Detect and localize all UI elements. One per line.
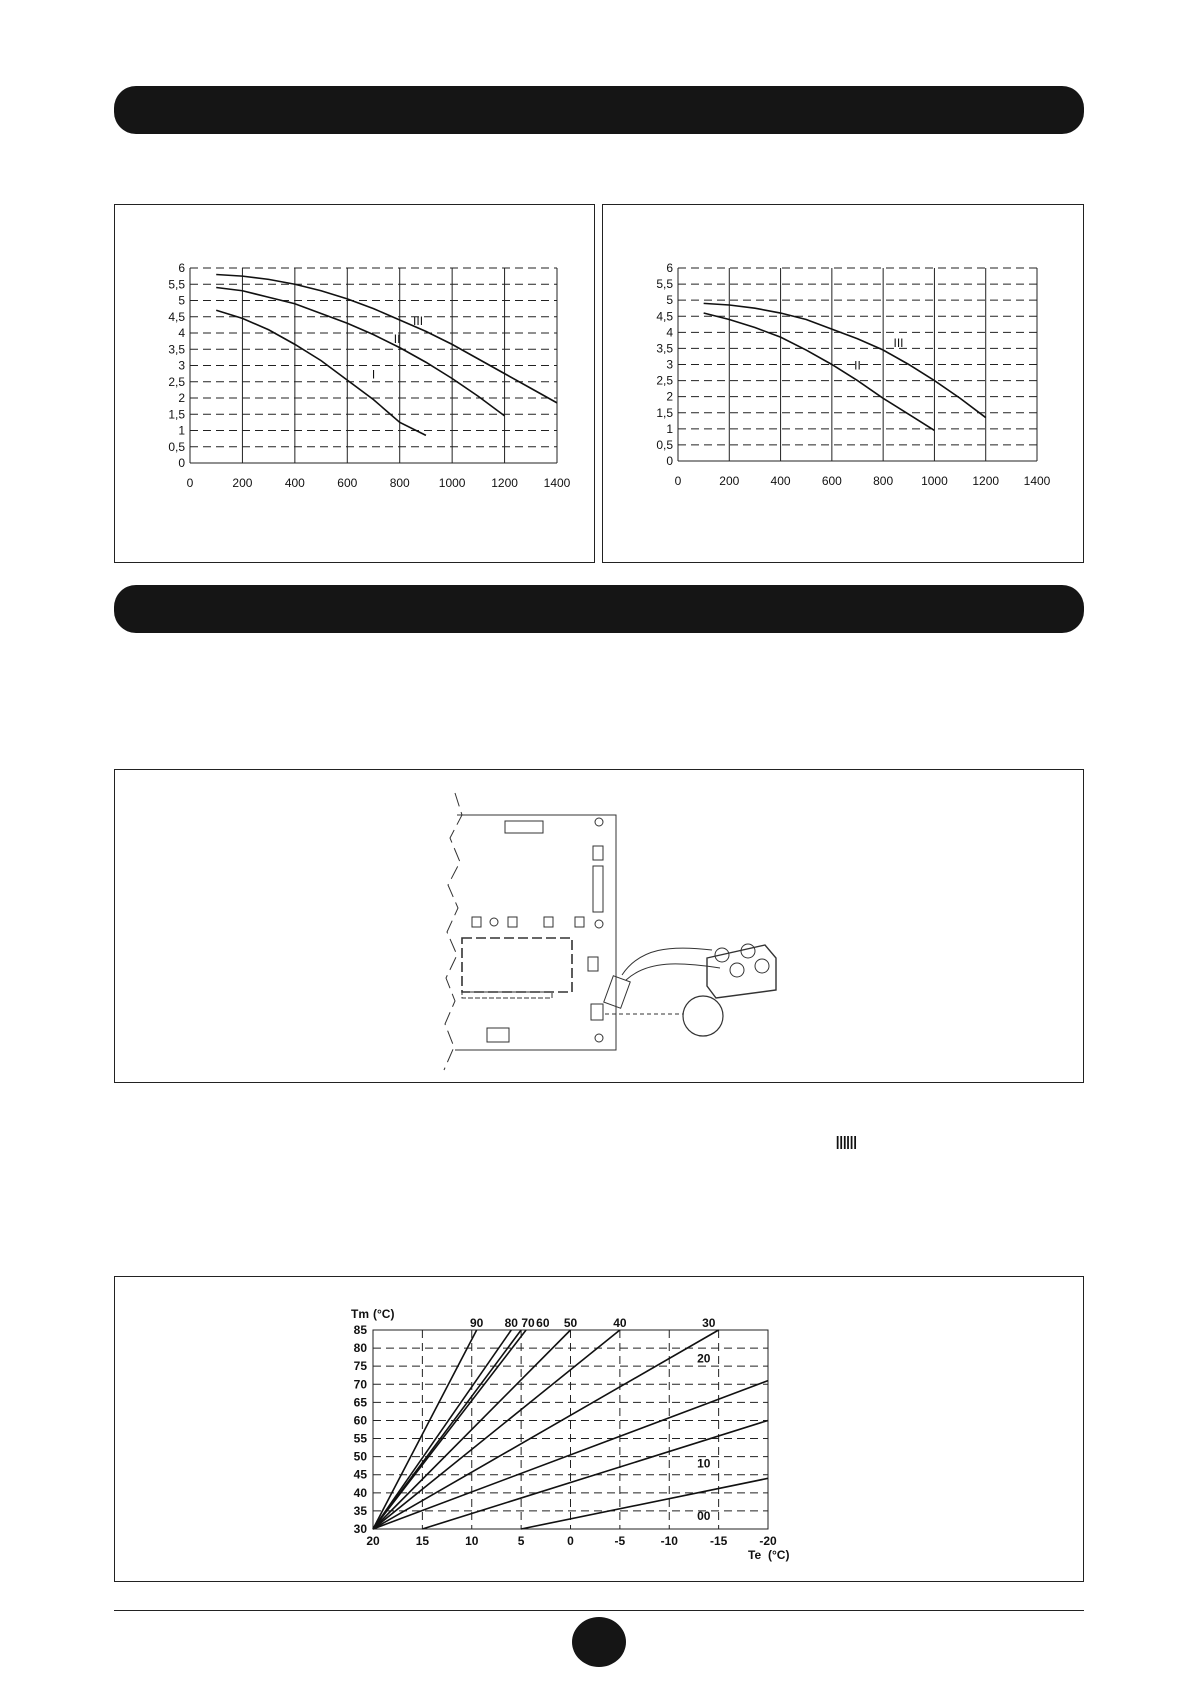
y-tick-label: 75: [353, 1359, 367, 1374]
y-tick-label: 5,5: [656, 277, 673, 292]
y-axis-title: Tm: [351, 1307, 369, 1321]
x-tick-label: 1400: [543, 476, 571, 490]
y-tick-label: 85: [353, 1323, 367, 1337]
curve-top-label: 70: [521, 1316, 535, 1330]
y-tick-label: 3: [178, 358, 185, 373]
x-tick-label: 0: [186, 476, 194, 490]
y-tick-label: 4,5: [168, 309, 185, 324]
x-tick-label: 200: [232, 476, 253, 490]
page-number-badge: [572, 1617, 626, 1667]
y-tick-label: 2,5: [168, 374, 185, 389]
y-tick-label: 3,5: [168, 342, 185, 357]
x-tick-label: -5: [614, 1534, 626, 1548]
y-tick-label: 60: [353, 1413, 367, 1428]
x-tick-label: 20: [366, 1534, 380, 1548]
y-tick-label: 4: [666, 325, 673, 340]
y-axis-unit: (°C): [373, 1307, 395, 1321]
y-tick-label: 3: [666, 357, 673, 372]
x-tick-label: 400: [770, 474, 791, 488]
x-tick-label: -15: [709, 1534, 728, 1548]
x-tick-label: 600: [821, 474, 842, 488]
x-axis-unit: (°C): [768, 1548, 790, 1562]
y-tick-label: 6: [666, 261, 673, 275]
x-tick-label: 0: [567, 1534, 574, 1548]
y-tick-label: 40: [353, 1485, 367, 1500]
y-tick-label: 1,5: [656, 405, 673, 420]
x-tick-label: 1200: [972, 474, 1000, 488]
y-tick-label: 5: [666, 293, 673, 308]
y-tick-label: 80: [353, 1341, 367, 1356]
curve-top-label: 50: [563, 1316, 578, 1330]
curve-top-label: 90: [470, 1316, 484, 1330]
y-tick-label: 3,5: [656, 341, 673, 356]
x-tick-label: 15: [415, 1534, 430, 1548]
x-tick-label: 800: [873, 474, 894, 488]
x-tick-label: 0: [674, 474, 682, 488]
curve-side-label: 00: [697, 1508, 711, 1523]
x-tick-label: 1000: [921, 474, 948, 488]
y-tick-label: 5: [178, 293, 185, 308]
y-tick-label: 1: [666, 421, 673, 436]
x-tick-label: 1400: [1023, 474, 1051, 488]
x-tick-label: 1200: [491, 476, 518, 490]
x-axis-title: Te: [748, 1548, 762, 1562]
y-tick-label: 65: [353, 1395, 367, 1410]
curve-label: III: [413, 313, 424, 328]
y-tick-label: 2: [178, 391, 185, 405]
radiator-icon: ⅢⅢ: [835, 1133, 856, 1154]
y-tick-label: 0,5: [168, 439, 185, 454]
y-tick-label: 50: [353, 1449, 367, 1464]
x-tick-label: -20: [759, 1534, 777, 1548]
x-tick-label: 1000: [438, 476, 466, 490]
curve-top-label: 60: [536, 1316, 550, 1330]
x-tick-label: 800: [389, 476, 410, 490]
y-tick-label: 55: [353, 1431, 367, 1446]
curve-top-label: 30: [702, 1316, 716, 1330]
y-tick-label: 0: [178, 456, 185, 470]
y-tick-label: 2,5: [656, 373, 673, 388]
y-tick-label: 2: [666, 389, 673, 404]
curve-label: I: [371, 367, 376, 382]
y-tick-label: 4,5: [656, 309, 673, 324]
x-tick-label: 5: [517, 1534, 525, 1548]
x-tick-label: 600: [337, 476, 358, 490]
footer-rule: [114, 1610, 1084, 1611]
curve-side-label: 20: [697, 1351, 711, 1366]
curve-top-label: 40: [613, 1316, 627, 1330]
x-tick-label: 200: [719, 474, 740, 488]
curve-side-label: 10: [697, 1456, 711, 1471]
y-tick-label: 0,5: [656, 437, 673, 452]
y-tick-label: 45: [353, 1467, 367, 1482]
y-tick-label: 0: [666, 454, 673, 468]
y-tick-label: 1: [178, 423, 185, 438]
y-tick-label: 70: [353, 1377, 367, 1392]
x-tick-label: 400: [284, 476, 305, 490]
x-tick-label: -10: [660, 1534, 678, 1548]
x-tick-label: 10: [465, 1534, 479, 1548]
y-tick-label: 5,5: [168, 277, 185, 292]
curve-label: II: [854, 358, 861, 373]
curve-label: II: [393, 331, 401, 346]
y-tick-label: 6: [178, 261, 185, 275]
curve-top-label: 80: [504, 1316, 518, 1330]
y-tick-label: 35: [353, 1503, 367, 1518]
y-tick-label: 1,5: [168, 407, 185, 422]
y-tick-label: 4: [178, 326, 185, 340]
curve-label: III: [893, 335, 904, 350]
y-tick-label: 30: [353, 1522, 367, 1536]
